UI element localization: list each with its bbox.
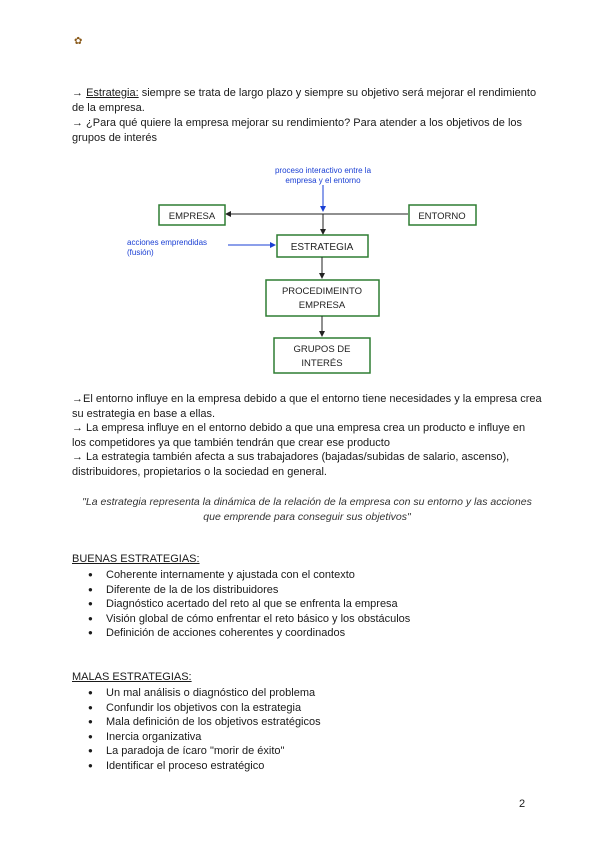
good-strategies-list	[72, 568, 410, 641]
list-item: ● Mala definición de los objetivos estratégicos	[72, 715, 321, 730]
strategy-label: Estrategia:	[86, 87, 139, 99]
strategy-text: siempre se trata de largo plazo y siempre su objetivo será mejorar el rendimiento de la empresa.	[72, 87, 537, 114]
paragraph-empresa: → La empresa influye en el entorno debido a que una empresa crea un producto e influye en los competidores ya que también tendrán que crear ese producto	[72, 422, 526, 449]
box-grupos-line1: GRUPOS DE	[293, 344, 351, 355]
box-estrategia-label: ESTRATEGIA	[290, 242, 354, 253]
list-item: ● Coherente internamente y ajustada con el contexto	[72, 568, 410, 583]
paragraph-entorno: →El entorno influye en la empresa debido a que el entorno tiene necesidades y la empresa crea su estrategia en base a ellas.	[72, 393, 542, 420]
list-item: ● Inercia organizativa	[72, 730, 321, 745]
arrow: →	[72, 87, 87, 99]
list-item: ● La paradoja de ícaro "morir de éxito"	[72, 744, 321, 759]
box-entorno-label: ENTORNO	[418, 211, 466, 222]
box-procedimiento-line1: PROCEDIMEINTO	[281, 286, 363, 297]
list-item: ● Definición de acciones coherentes y coordinados	[72, 626, 410, 641]
bad-strategies-heading: MALAS ESTRATEGIAS:	[72, 671, 192, 683]
box-empresa-label: EMPRESA	[168, 211, 216, 222]
strategy-quote: "La estrategia representa la dinámica de la relación de la empresa con su entorno y las acciones que emprende para conseguir sus objetivos"	[82, 496, 532, 523]
butterfly-logo-icon: ✿	[74, 36, 83, 47]
strategy-definition	[72, 86, 542, 116]
good-strategies-heading: BUENAS ESTRATEGIAS:	[72, 553, 200, 565]
box-grupos-line2: INTERÉS	[301, 358, 343, 369]
list-item: ● Identificar el proceso estratégico	[72, 759, 321, 774]
note-interactive-line2: empresa y el entorno	[285, 176, 361, 185]
list-item: ● Confundir los objetivos con la estrategia	[72, 701, 321, 716]
question-paragraph: → ¿Para qué quiere la empresa mejorar su rendimiento? Para atender a los objetivos de los grupos de interés	[72, 117, 523, 144]
list-item: ● Un mal análisis o diagnóstico del problema	[72, 686, 321, 701]
list-item: ● Diferente de la de los distribuidores	[72, 583, 410, 598]
note-interactive-line1: proceso interactivo entre la	[274, 166, 372, 175]
list-item: ● Diagnóstico acertado del reto al que se enfrenta la empresa	[72, 597, 410, 612]
paragraph-estrategia: → La estrategia también afecta a sus trabajadores (bajadas/subidas de salario, ascenso), distribuidores, propietarios o la sociedad en general.	[72, 451, 510, 478]
box-procedimiento-line2: EMPRESA	[298, 300, 346, 311]
strategy-diagram	[0, 160, 600, 380]
bad-strategies-list	[72, 686, 321, 773]
page-number: 2	[519, 798, 526, 810]
note-actions-line1: acciones emprendidas	[127, 238, 208, 247]
list-item: ● Visión global de cómo enfrentar el reto básico y los obstáculos	[72, 612, 410, 627]
note-actions-line2: (fusión)	[127, 248, 154, 257]
